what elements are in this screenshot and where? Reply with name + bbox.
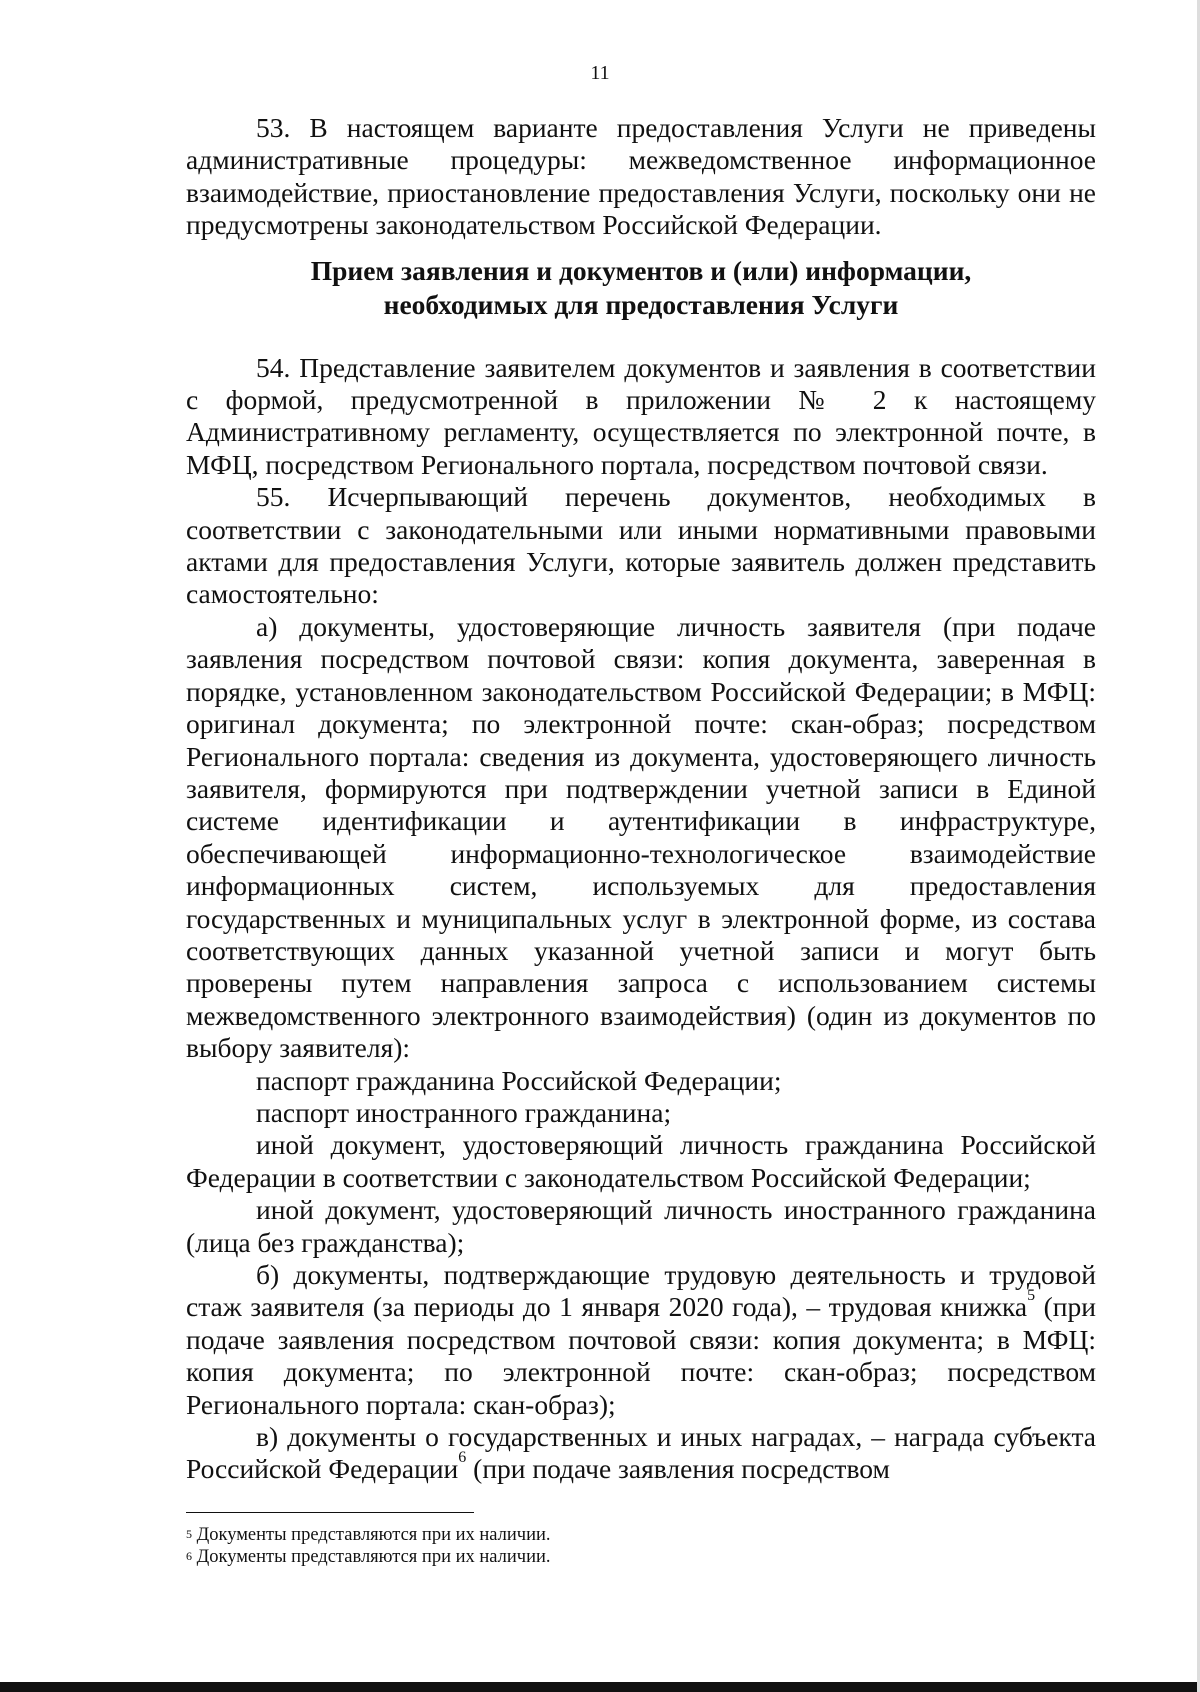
- paragraph-55: 55. Исчерпывающий перечень документов, необходимых в соответствии с законодательными или иными нормативными правовыми актами для предоставления Услуги, которые заявитель должен представить самостоятельно:: [186, 481, 1096, 610]
- footnote-5: [186, 1524, 1086, 1546]
- section-heading: [186, 254, 1096, 322]
- paragraph-b-text-after: (при подаче заявления посредством почтовой связи: копия документа; в МФЦ: копия документа; по электронной почте: скан-образ; посредством Регионального портала: скан-образ);: [186, 1291, 1096, 1420]
- scan-border-bottom: [0, 1682, 1200, 1692]
- list-item-passport-rf: паспорт гражданина Российской Федерации;: [256, 1064, 782, 1096]
- heading-line-2: необходимых для предоставления Услуги: [383, 288, 899, 320]
- heading-line-1: Прием заявления и документов и (или) информации,: [310, 254, 972, 286]
- paragraph-v: [186, 1421, 1096, 1486]
- page-number: 11: [590, 62, 610, 84]
- paragraph-b: [186, 1259, 1096, 1421]
- paragraph-v-text-before: в) документы о государственных и иных наградах, – награда субъекта Российской Федерации: [186, 1421, 1096, 1485]
- paragraph-b-text-before: б) документы, подтверждающие трудовую деятельность и трудовой стаж заявителя (за периоды до 1 января 2020 года), – трудовая книжка: [186, 1259, 1096, 1323]
- paragraph-54: 54. Представление заявителем документов и заявления в соответствии с формой, предусмотренной в приложении № 2 к настоящему Административному регламенту, осуществляется по электронной почте, в МФЦ, посредством Регионального портала, посредством почтовой связи.: [186, 351, 1096, 480]
- list-item-other-doc-citizen: иной документ, удостоверяющий личность гражданина Российской Федерации в соответствии с законодательством Российской Федерации;: [186, 1129, 1096, 1193]
- list-item-other-doc-foreigner: иной документ, удостоверяющий личность иностранного гражданина (лица без гражданства);: [186, 1194, 1096, 1258]
- document-body: [186, 112, 1096, 1486]
- footnote-6-text: Документы представляются при их наличии.: [196, 1547, 551, 1567]
- list-item-passport-foreign: паспорт иностранного гражданина;: [256, 1096, 672, 1128]
- footnote-ref-5: 5: [1027, 1287, 1036, 1305]
- paragraph-53: 53. В настоящем варианте предоставления Услуги не приведены административные процедуры: межведомственное информационное взаимодействие, приостановление предоставления Услуги, поскольку они не предусмотрены законодательством Российской Федерации.: [186, 112, 1096, 241]
- footnote-6-mark: 6: [186, 1549, 192, 1563]
- paragraph-a: а) документы, удостоверяющие личность заявителя (при подаче заявления посредством почтовой связи: копия документа, заверенная в порядке, установленном законодательством Российской Федерации; в МФЦ: оригинал документа; по электронной почте: скан-образ; посредством Регионального портала: сведения из документа, удостоверяющего личность заявителя, формируются при подтверждении учетной записи в Единой системе идентификации и аутентификации в инфраструктуре, обеспечивающей информационно-технологическое взаимодействие информационных систем, используемых для предоставления государственных и муниципальных услуг в электронной форме, из состава соответствующих данных указанной учетной записи и могут быть проверены путем направления запроса с использованием системы межведомственного электронного взаимодействия) (один из документов по выбору заявителя):: [186, 610, 1096, 1064]
- footnote-6: [186, 1546, 1086, 1568]
- footnote-separator: [186, 1512, 474, 1513]
- footnote-5-text: Документы представляются при их наличии.: [196, 1525, 551, 1545]
- paragraph-v-text-after: (при подаче заявления посредством: [466, 1453, 890, 1485]
- footnote-5-mark: 5: [186, 1527, 192, 1541]
- footnote-ref-6: 6: [458, 1449, 467, 1467]
- footnotes: [186, 1524, 1086, 1568]
